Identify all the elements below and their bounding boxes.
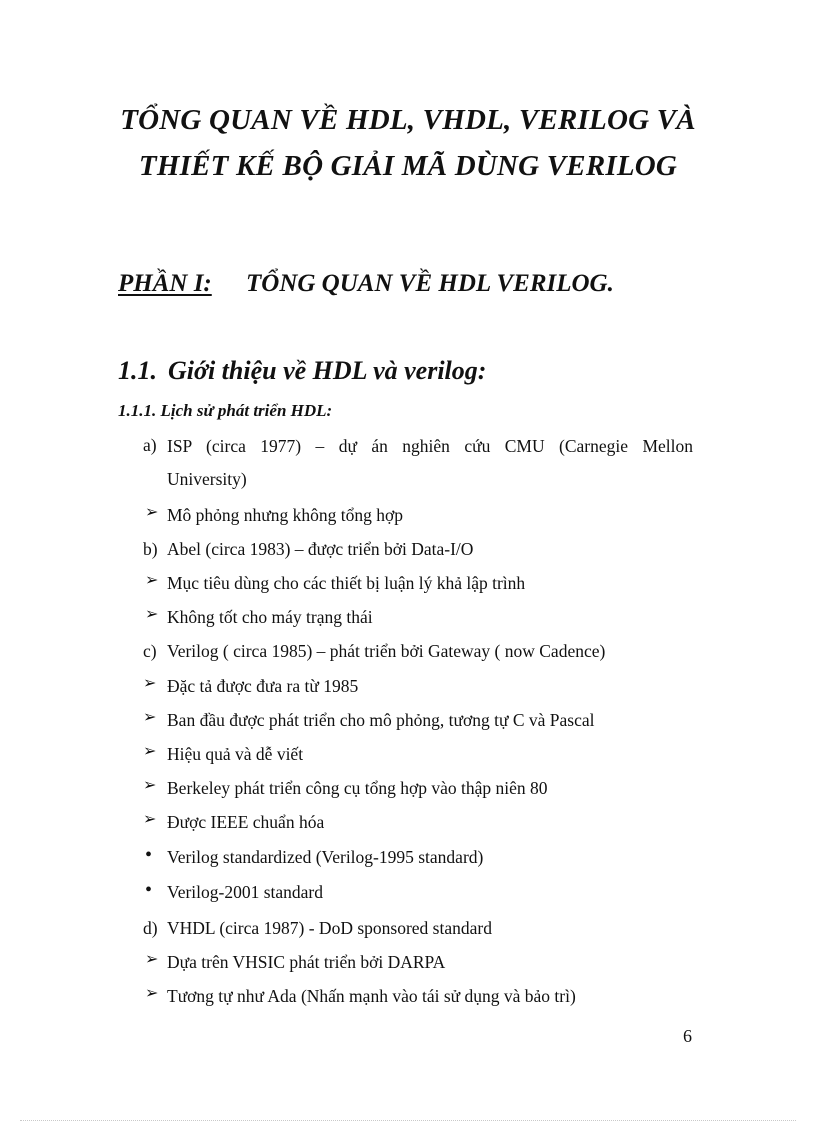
list-marker: b) — [143, 539, 158, 559]
page-divider — [20, 1120, 796, 1121]
document-title-line-2: THIẾT KẾ BỘ GIẢI MÃ DÙNG VERILOG — [138, 150, 678, 182]
list-item-text: ISP (circa 1977) – dự án nghiên cứu CMU (Carnegie Mellon — [167, 436, 693, 456]
list-item-continuation: University) — [167, 469, 247, 489]
list-item-text: Mục tiêu dùng cho các thiết bị luận lý khả lập trình — [167, 573, 526, 593]
list-item-text: Berkeley phát triển công cụ tổng hợp vào thập niên 80 — [167, 778, 548, 798]
arrow-bullet-icon: ➢ — [143, 743, 157, 760]
list-item-text: Ban đầu được phát triển cho mô phỏng, tương tự C và Pascal — [167, 710, 595, 730]
arrow-bullet-icon: ➢ — [143, 709, 157, 726]
page-number: 6 — [683, 1026, 692, 1046]
arrow-bullet-icon: ➢ — [145, 572, 159, 589]
list-item-text: Không tốt cho máy trạng thái — [167, 607, 373, 627]
list-item-text: VHDL (circa 1987) - DoD sponsored standard — [167, 918, 492, 938]
document-title-line-1: TỔNG QUAN VỀ HDL, VHDL, VERILOG VÀ — [120, 104, 696, 136]
arrow-bullet-icon: ➢ — [143, 811, 157, 828]
list-item-text: Verilog standardized (Verilog-1995 standard) — [167, 847, 484, 867]
part-title: TỔNG QUAN VỀ HDL VERILOG. — [246, 270, 614, 297]
arrow-bullet-icon: ➢ — [145, 985, 159, 1002]
list-item-text: Dựa trên VHSIC phát triển bởi DARPA — [167, 952, 446, 972]
list-item-text: Tương tự như Ada (Nhấn mạnh vào tái sử dụng và bảo trì) — [167, 986, 576, 1006]
part-label: PHẦN I: — [118, 270, 212, 297]
arrow-bullet-icon: ➢ — [145, 504, 159, 521]
section-title: Giới thiệu về HDL và verilog: — [168, 356, 487, 385]
list-item-text: Đặc tả được đưa ra từ 1985 — [167, 676, 359, 696]
list-marker: a) — [143, 435, 157, 455]
list-item-text: Được IEEE chuẩn hóa — [167, 812, 325, 832]
bullet-icon: • — [145, 844, 153, 866]
section-number: 1.1. — [118, 356, 157, 385]
part-heading — [118, 270, 614, 298]
section-heading — [118, 356, 486, 386]
arrow-bullet-icon: ➢ — [145, 606, 159, 623]
arrow-bullet-icon: ➢ — [143, 675, 157, 692]
list-marker: c) — [143, 641, 157, 661]
bullet-icon: • — [145, 879, 153, 901]
arrow-bullet-icon: ➢ — [143, 777, 157, 794]
list-item-text: Abel (circa 1983) – được triển bởi Data-I/O — [167, 539, 474, 559]
list-marker: d) — [143, 918, 158, 938]
list-item-text: Mô phỏng nhưng không tổng hợp — [167, 505, 404, 525]
subsection-heading: 1.1.1. Lịch sử phát triển HDL: — [118, 401, 333, 420]
arrow-bullet-icon: ➢ — [145, 951, 159, 968]
list-item-text: Hiệu quả và dễ viết — [167, 744, 304, 764]
list-item-text: Verilog ( circa 1985) – phát triển bởi Gateway ( now Cadence) — [167, 641, 606, 661]
list-item-text: Verilog-2001 standard — [167, 882, 324, 902]
